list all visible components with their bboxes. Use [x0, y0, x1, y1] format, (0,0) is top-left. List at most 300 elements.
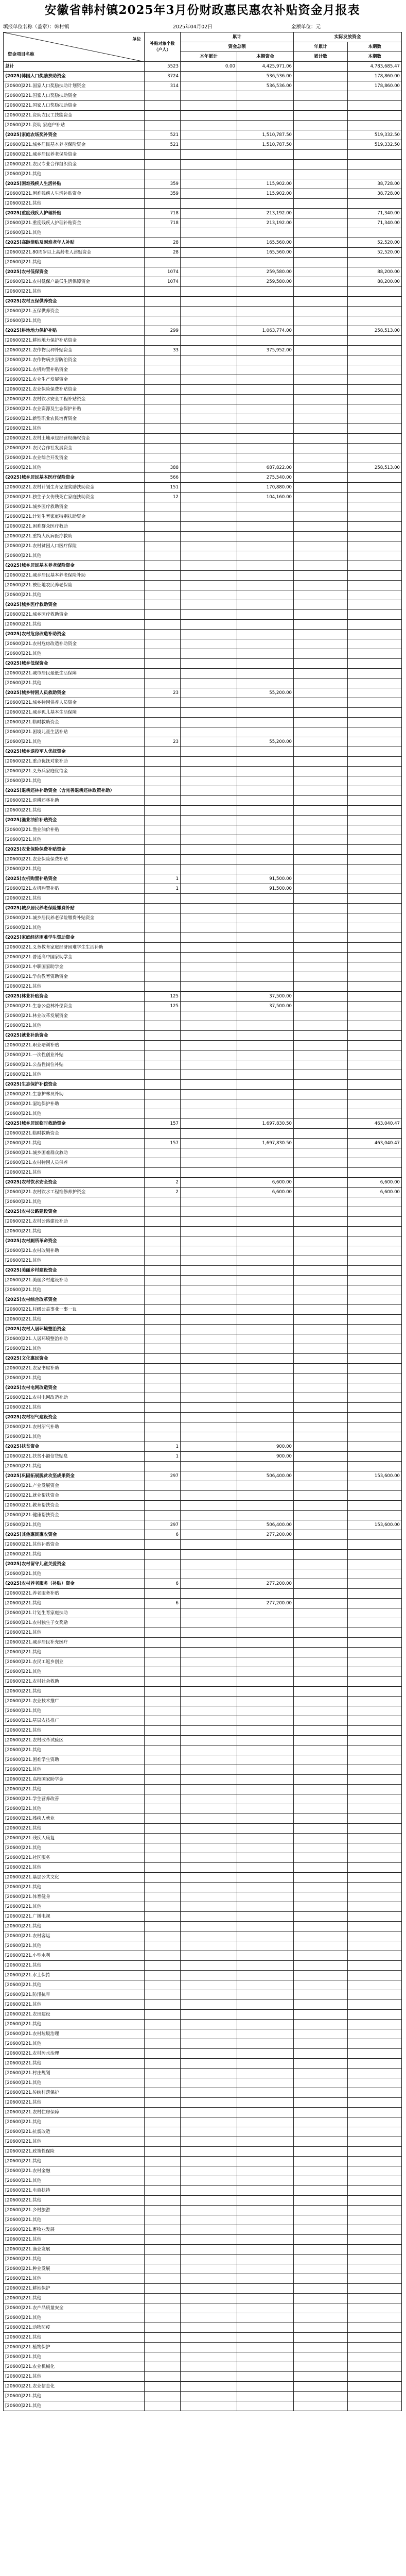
row-year-total — [181, 2313, 237, 2323]
row-cumulative — [294, 845, 348, 855]
table-row — [4, 1941, 402, 1951]
table-row — [4, 1383, 402, 1393]
row-period — [348, 170, 402, 179]
row-period — [348, 962, 402, 972]
row-cumulative — [294, 1060, 348, 1070]
row-cumulative — [294, 1755, 348, 1765]
row-period — [348, 414, 402, 424]
row-year-total — [181, 600, 237, 610]
table-row — [4, 228, 402, 238]
row-year-total — [181, 2352, 237, 2362]
row-count — [145, 2157, 181, 2166]
row-count — [145, 1922, 181, 1931]
row-count — [145, 444, 181, 453]
row-year-total — [181, 1364, 237, 1374]
row-name: [20600]221.其他 — [4, 1227, 145, 1236]
row-name: (2025)困难残疾人生活补贴 — [4, 179, 145, 189]
row-year-total — [181, 248, 237, 258]
row-count — [145, 962, 181, 972]
row-year-total — [181, 385, 237, 395]
row-year-total — [181, 1109, 237, 1119]
row-year-total — [181, 581, 237, 590]
row-name: (2025)农村沼气建设资金 — [4, 1413, 145, 1422]
table-row — [4, 855, 402, 865]
row-month: 4,425,971.06 — [237, 62, 294, 72]
row-period — [348, 121, 402, 130]
row-cumulative — [294, 1834, 348, 1843]
row-month — [237, 669, 294, 679]
row-count — [145, 1931, 181, 1941]
table-row — [4, 835, 402, 845]
row-count — [145, 1677, 181, 1687]
row-count: 718 — [145, 218, 181, 228]
table-row — [4, 2323, 402, 2333]
row-year-total — [181, 502, 237, 512]
row-period: 258,513.00 — [348, 463, 402, 473]
table-row — [4, 806, 402, 816]
row-period — [348, 1697, 402, 1706]
row-count — [145, 757, 181, 767]
row-year-total — [181, 1501, 237, 1511]
table-row — [4, 62, 402, 72]
row-year-total — [181, 1305, 237, 1315]
table-row — [4, 473, 402, 483]
row-name: [20600]221.农村金融 — [4, 2166, 145, 2176]
row-month — [237, 1589, 294, 1599]
row-year-total — [181, 258, 237, 267]
row-year-total — [181, 541, 237, 551]
row-period — [348, 1608, 402, 1618]
row-name: [20600]221.其他 — [4, 463, 145, 473]
row-cumulative — [294, 336, 348, 346]
table-body — [4, 62, 402, 2411]
row-period — [348, 111, 402, 121]
row-year-total — [181, 2010, 237, 2020]
row-month: 900.00 — [237, 1442, 294, 1452]
table-row — [4, 209, 402, 218]
table-row — [4, 2049, 402, 2059]
row-period — [348, 1413, 402, 1422]
row-period — [348, 1618, 402, 1628]
row-count: 297 — [145, 1471, 181, 1481]
table-row — [4, 816, 402, 825]
row-period — [348, 992, 402, 1002]
row-month — [237, 2137, 294, 2147]
row-cumulative — [294, 81, 348, 91]
row-count — [145, 101, 181, 111]
row-period — [348, 2147, 402, 2157]
row-name: [20600]221.重度残疾人护理补贴资金 — [4, 218, 145, 228]
row-cumulative — [294, 708, 348, 718]
row-period — [348, 1863, 402, 1873]
row-month — [237, 1990, 294, 2000]
row-cumulative — [294, 2352, 348, 2362]
row-month — [237, 1462, 294, 1471]
subsidy-table — [3, 32, 402, 2411]
row-period — [348, 1129, 402, 1139]
row-count — [145, 1589, 181, 1599]
row-cumulative — [294, 2069, 348, 2078]
row-year-total — [181, 140, 237, 150]
row-name: (2025)农村公路建设资金 — [4, 1207, 145, 1217]
row-period — [348, 375, 402, 385]
row-name: (2025)退耕还林补助资金（含完善退耕还林政策补助） — [4, 786, 145, 796]
row-year-total — [181, 1002, 237, 1011]
row-month — [237, 1070, 294, 1080]
table-row — [4, 101, 402, 111]
row-month — [237, 365, 294, 375]
table-row — [4, 218, 402, 228]
row-count — [145, 121, 181, 130]
row-cumulative — [294, 1775, 348, 1785]
row-cumulative — [294, 1403, 348, 1413]
row-year-total — [181, 1422, 237, 1432]
table-row — [4, 1814, 402, 1824]
row-count — [145, 1011, 181, 1021]
row-month — [237, 2069, 294, 2078]
row-name: [20600]221.其他 — [4, 982, 145, 992]
table-row — [4, 786, 402, 796]
row-period — [348, 297, 402, 307]
row-cumulative — [294, 1481, 348, 1491]
row-cumulative — [294, 1530, 348, 1540]
row-month: 506,400.00 — [237, 1471, 294, 1481]
row-name: [20600]221.生态公益林补偿资金 — [4, 1002, 145, 1011]
table-row — [4, 2255, 402, 2264]
row-period — [348, 727, 402, 737]
row-name: [20600]221.村庄规划 — [4, 2069, 145, 2078]
row-cumulative — [294, 532, 348, 541]
row-count — [145, 1628, 181, 1638]
header-row-1 — [4, 32, 402, 42]
header-count: 补贴对象个数（户人） — [145, 32, 181, 62]
row-cumulative — [294, 1706, 348, 1716]
table-row — [4, 1638, 402, 1648]
row-year-total — [181, 2186, 237, 2196]
row-cumulative — [294, 1667, 348, 1677]
row-name: [20600]221.其他 — [4, 1726, 145, 1736]
row-period — [348, 2117, 402, 2127]
row-cumulative — [294, 1158, 348, 1168]
row-year-total — [181, 2020, 237, 2029]
row-period — [348, 1765, 402, 1775]
row-name: [20600]221.困难学生资助 — [4, 1755, 145, 1765]
row-name: [20600]221.国家人口奖励扶助资金 — [4, 91, 145, 101]
row-cumulative — [294, 1941, 348, 1951]
row-name: [20600]221.80周岁以上高龄老人津贴资金 — [4, 248, 145, 258]
row-cumulative — [294, 2303, 348, 2313]
row-count — [145, 571, 181, 581]
row-cumulative — [294, 620, 348, 630]
table-row — [4, 199, 402, 209]
table-row — [4, 1325, 402, 1334]
row-year-total — [181, 1530, 237, 1540]
row-year-total — [181, 1697, 237, 1706]
row-period — [348, 972, 402, 982]
row-period — [348, 1834, 402, 1843]
row-cumulative — [294, 972, 348, 982]
row-year-total — [181, 179, 237, 189]
row-year-total — [181, 1021, 237, 1031]
row-count — [145, 639, 181, 649]
table-row — [4, 1569, 402, 1579]
row-year-total — [181, 1853, 237, 1863]
row-month: 259,580.00 — [237, 277, 294, 287]
row-cumulative — [294, 2088, 348, 2098]
header-year-total: 本年累计 — [181, 52, 237, 62]
row-year-total — [181, 659, 237, 669]
table-row — [4, 845, 402, 855]
row-name: [20600]221.基层公共文化 — [4, 1873, 145, 1883]
row-name: (2025)其他惠民惠农资金 — [4, 1530, 145, 1540]
row-cumulative — [294, 2274, 348, 2284]
table-row — [4, 1736, 402, 1745]
unit-label: 填报单位名称（盖章）：韩村镇 — [3, 24, 69, 30]
row-month — [237, 1334, 294, 1344]
row-cumulative — [294, 1599, 348, 1608]
row-month — [237, 727, 294, 737]
row-cumulative — [294, 669, 348, 679]
table-row — [4, 385, 402, 395]
row-name: (2025)扶贫资金 — [4, 1442, 145, 1452]
table-row — [4, 238, 402, 248]
row-name: [20600]221.其他 — [4, 1863, 145, 1873]
row-count — [145, 1050, 181, 1060]
row-month: 1,510,787.50 — [237, 130, 294, 140]
row-count — [145, 2020, 181, 2029]
table-row — [4, 2137, 402, 2147]
row-period — [348, 2157, 402, 2166]
table-row — [4, 1207, 402, 1217]
row-count: 125 — [145, 992, 181, 1002]
row-period — [348, 2108, 402, 2117]
row-year-total — [181, 884, 237, 894]
row-count — [145, 953, 181, 962]
row-cumulative — [294, 1628, 348, 1638]
row-period — [348, 2274, 402, 2284]
row-month: 6,600.00 — [237, 1178, 294, 1188]
header-funds-total: 累计 — [181, 32, 294, 42]
row-cumulative — [294, 923, 348, 933]
row-cumulative — [294, 62, 348, 72]
row-month: 1,697,830.50 — [237, 1119, 294, 1129]
row-name: (2025)农村饮水安全资金 — [4, 1178, 145, 1188]
row-name: [20600]221.农作物病虫害防治资金 — [4, 355, 145, 365]
table-row — [4, 796, 402, 806]
row-month — [237, 2186, 294, 2196]
row-month — [237, 2166, 294, 2176]
row-period — [348, 1207, 402, 1217]
table-row — [4, 2088, 402, 2098]
row-cumulative — [294, 1168, 348, 1178]
row-year-total — [181, 2323, 237, 2333]
row-month: 506,400.00 — [237, 1520, 294, 1530]
row-year-total — [181, 1188, 237, 1197]
row-name: [20600]221.农民工返乡创业 — [4, 1657, 145, 1667]
table-row — [4, 1599, 402, 1608]
row-month — [237, 1892, 294, 1902]
table-row — [4, 1765, 402, 1775]
row-month — [237, 1481, 294, 1491]
row-month — [237, 845, 294, 855]
row-period — [348, 1677, 402, 1687]
row-year-total — [181, 1804, 237, 1814]
row-cumulative — [294, 1109, 348, 1119]
row-period: 38,728.00 — [348, 189, 402, 199]
row-name: [20600]221.城乡孤儿基本生活保障 — [4, 708, 145, 718]
row-month — [237, 1080, 294, 1090]
row-year-total — [181, 395, 237, 404]
row-period — [348, 1755, 402, 1765]
row-cumulative — [294, 1002, 348, 1011]
row-month — [237, 630, 294, 639]
table-row — [4, 1589, 402, 1599]
row-month — [237, 2343, 294, 2352]
row-year-total — [181, 1550, 237, 1560]
row-cumulative — [294, 2294, 348, 2303]
row-period — [348, 258, 402, 267]
row-count — [145, 865, 181, 874]
row-year-total — [181, 1560, 237, 1569]
row-period — [348, 307, 402, 316]
row-name: [20600]221.健康帮扶资金 — [4, 1511, 145, 1520]
table-row — [4, 1794, 402, 1804]
row-year-total — [181, 2196, 237, 2206]
row-cumulative — [294, 1853, 348, 1863]
table-row — [4, 992, 402, 1002]
row-name: [20600]221.其他 — [4, 2020, 145, 2029]
row-cumulative — [294, 1804, 348, 1814]
header-month: 本期资金 — [237, 52, 294, 62]
row-name: [20600]221.耕地地力保护补贴资金 — [4, 336, 145, 346]
row-count — [145, 111, 181, 121]
table-row — [4, 2372, 402, 2382]
row-month — [237, 1354, 294, 1364]
row-count — [145, 2303, 181, 2313]
row-count — [145, 1716, 181, 1726]
row-count — [145, 1413, 181, 1422]
row-name: [20600]221.其他 — [4, 2000, 145, 2010]
row-month — [237, 502, 294, 512]
money-unit-label: 金额单位：元 — [291, 24, 321, 30]
row-cumulative — [294, 1422, 348, 1432]
row-name: [20600]221.农村低保户最低生活保障资金 — [4, 277, 145, 287]
row-name: [20600]221.其他 — [4, 170, 145, 179]
row-count: 12 — [145, 493, 181, 502]
row-month — [237, 1794, 294, 1804]
row-name: [20600]221.义务教育家庭经济困难学生生活补助 — [4, 943, 145, 953]
row-year-total — [181, 962, 237, 972]
table-row — [4, 1276, 402, 1285]
row-month — [237, 1980, 294, 1990]
header-cumulative-count: 累计数 — [294, 52, 348, 62]
row-year-total — [181, 1706, 237, 1716]
row-period — [348, 2078, 402, 2088]
row-count — [145, 1197, 181, 1207]
row-month — [237, 1422, 294, 1432]
row-count — [145, 1099, 181, 1109]
row-count — [145, 2137, 181, 2147]
row-year-total — [181, 913, 237, 923]
row-name: [20600]221.农家书屋补助 — [4, 1364, 145, 1374]
row-count — [145, 2049, 181, 2059]
row-count — [145, 1697, 181, 1706]
table-row — [4, 1491, 402, 1501]
row-name: [20600]221.其他 — [4, 1628, 145, 1638]
row-year-total — [181, 346, 237, 355]
row-month — [237, 1374, 294, 1383]
row-year-total — [181, 1471, 237, 1481]
row-month — [237, 1834, 294, 1843]
row-period — [348, 2313, 402, 2323]
row-count: 297 — [145, 1520, 181, 1530]
row-name: [20600]221.其他 — [4, 228, 145, 238]
row-count: 359 — [145, 179, 181, 189]
row-period — [348, 1785, 402, 1794]
row-year-total — [181, 1961, 237, 1971]
table-row — [4, 1863, 402, 1873]
row-year-total — [181, 1794, 237, 1804]
row-count — [145, 1266, 181, 1276]
table-row — [4, 179, 402, 189]
row-count — [145, 1511, 181, 1520]
table-row — [4, 649, 402, 659]
row-name: [20600]221.其他 — [4, 2401, 145, 2411]
row-count — [145, 1256, 181, 1266]
row-year-total — [181, 904, 237, 913]
row-name: [20600]221.湿地保护补助 — [4, 1099, 145, 1109]
row-name: [20600]221.农村计划生育家庭奖励扶助资金 — [4, 483, 145, 493]
row-count — [145, 287, 181, 297]
row-year-total — [181, 2284, 237, 2294]
table-row — [4, 1706, 402, 1716]
table-row — [4, 1109, 402, 1119]
row-name: [20600]221.农村危房改造补助资金 — [4, 639, 145, 649]
row-month — [237, 316, 294, 326]
row-year-total — [181, 894, 237, 904]
row-cumulative — [294, 444, 348, 453]
row-month — [237, 679, 294, 688]
row-count — [145, 1315, 181, 1325]
row-name: (2025)巩固拓展脱贫攻坚成果资金 — [4, 1471, 145, 1481]
row-name: [20600]221.其他补贴资金 — [4, 1540, 145, 1550]
row-name: [20600]221.国家人口奖励扶助资金 — [4, 101, 145, 111]
row-month — [237, 962, 294, 972]
row-cumulative — [294, 2372, 348, 2382]
row-cumulative — [294, 855, 348, 865]
row-month — [237, 786, 294, 796]
row-year-total — [181, 1785, 237, 1794]
table-row — [4, 757, 402, 767]
row-month — [237, 2049, 294, 2059]
row-cumulative — [294, 1726, 348, 1736]
row-cumulative — [294, 933, 348, 943]
row-period — [348, 2166, 402, 2176]
row-year-total — [181, 2225, 237, 2235]
row-name: (2025)农村留守儿童关爱资金 — [4, 1560, 145, 1569]
row-count — [145, 600, 181, 610]
row-period — [348, 1961, 402, 1971]
row-period — [348, 1236, 402, 1246]
row-period — [348, 473, 402, 483]
row-cumulative — [294, 101, 348, 111]
row-name: [20600]221.其他 — [4, 2294, 145, 2303]
row-period — [348, 1775, 402, 1785]
row-year-total — [181, 1246, 237, 1256]
row-period — [348, 894, 402, 904]
table-row — [4, 1520, 402, 1530]
table-row — [4, 698, 402, 708]
